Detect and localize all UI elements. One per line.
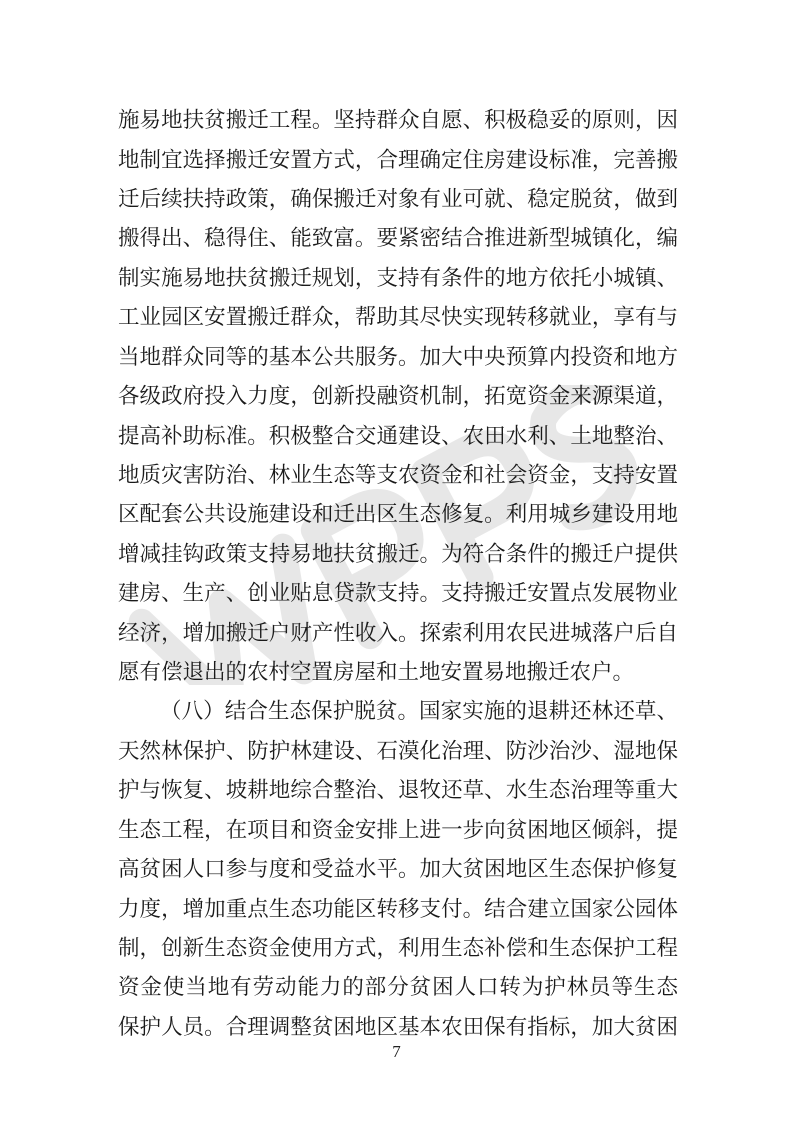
body-text-line: 提高补助标准。积极整合交通建设、农田水利、土地整治、: [118, 424, 678, 449]
body-text-line: 制，创新生态资金使用方式，利用生态补偿和生态保护工程: [118, 936, 678, 961]
body-text-line: 资金使当地有劳动能力的部分贫困人口转为护林员等生态: [118, 975, 678, 1000]
body-text-line: 高贫困人口参与度和受益水平。加大贫困地区生态保护修复: [118, 857, 678, 882]
body-text-line: 当地群众同等的基本公共服务。加大中央预算内投资和地方: [118, 345, 678, 370]
body-text-line: 天然林保护、防护林建设、石漠化治理、防沙治沙、湿地保: [118, 739, 678, 764]
body-text-line: 工业园区安置搬迁群众，帮助其尽快实现转移就业，享有与: [118, 305, 678, 330]
body-text-line: 建房、生产、创业贴息贷款支持。支持搬迁安置点发展物业: [118, 581, 678, 606]
body-text-line: 生态工程，在项目和资金安排上进一步向贫困地区倾斜，提: [118, 818, 678, 843]
body-text-line: 施易地扶贫搬迁工程。坚持群众自愿、积极稳妥的原则，因: [118, 108, 678, 133]
body-text-line: 地质灾害防治、林业生态等支农资金和社会资金，支持安置: [118, 463, 678, 488]
body-text-line: 各级政府投入力度，创新投融资机制，拓宽资金来源渠道，: [118, 384, 678, 409]
body-text-line: 愿有偿退出的农村空置房屋和土地安置易地搬迁农户。: [118, 660, 635, 685]
section-heading-line: （八）结合生态保护脱贫。国家实施的退耕还林还草、: [160, 699, 678, 724]
page-number: 7: [392, 1042, 401, 1061]
body-text-line: 地制宜选择搬迁安置方式，合理确定住房建设标准，完善搬: [118, 148, 678, 173]
body-text-line: 护与恢复、坡耕地综合整治、退牧还草、水生态治理等重大: [118, 778, 678, 803]
body-text-line: 搬得出、稳得住、能致富。要紧密结合推进新型城镇化，编: [118, 226, 678, 251]
body-text-line: 区配套公共设施建设和迁出区生态修复。利用城乡建设用地: [118, 502, 678, 527]
body-text-line: 制实施易地扶贫搬迁规划，支持有条件的地方依托小城镇、: [118, 266, 678, 291]
body-text-line: 增减挂钩政策支持易地扶贫搬迁。为符合条件的搬迁户提供: [118, 542, 678, 567]
body-text-line: 力度，增加重点生态功能区转移支付。结合建立国家公园体: [118, 897, 678, 922]
body-text-line: 迁后续扶持政策，确保搬迁对象有业可就、稳定脱贫，做到: [118, 187, 678, 212]
body-text-line: 经济，增加搬迁户财产性收入。探索利用农民进城落户后自: [118, 621, 678, 646]
body-text-line: 保护人员。合理调整贫困地区基本农田保有指标，加大贫困: [118, 1015, 678, 1040]
